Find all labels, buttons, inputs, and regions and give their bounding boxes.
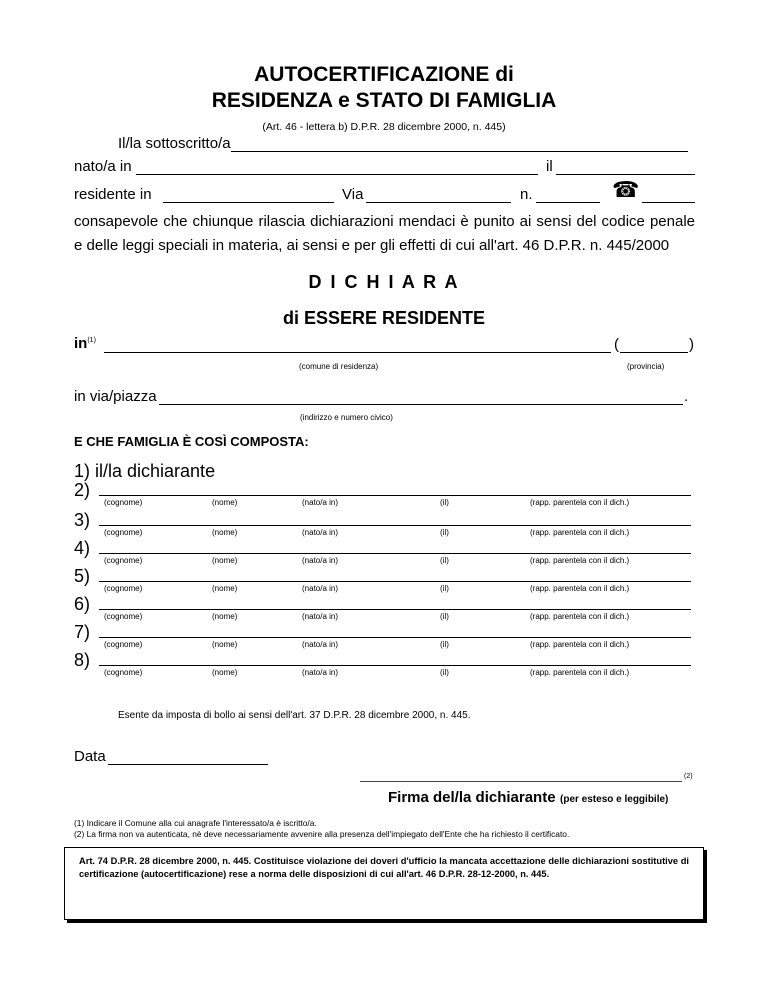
family-caption: (cognome) [104, 612, 143, 621]
family-caption: (il) [440, 556, 449, 565]
provincia-caption: (provincia) [627, 362, 665, 371]
nato-label: nato/a in [74, 158, 132, 175]
footnote-ref-1: (1) [87, 337, 96, 344]
family-caption: (rapp. parentela con il dich.) [530, 584, 630, 593]
family-caption: (il) [440, 668, 449, 677]
family-caption: (rapp. parentela con il dich.) [530, 498, 630, 507]
family-row-number: 3) [74, 510, 91, 530]
family-member-field[interactable] [99, 495, 691, 496]
title-line-1: AUTOCERTIFICAZIONE di [254, 63, 514, 86]
family-row-number: 6) [74, 594, 91, 614]
numero-field[interactable] [536, 202, 600, 203]
family-caption: (rapp. parentela con il dich.) [530, 556, 630, 565]
telefono-field[interactable] [642, 202, 695, 203]
via-field[interactable] [366, 202, 511, 203]
sottoscritto-label: Il/la sottoscritto/a [118, 135, 231, 152]
provincia-field[interactable] [620, 352, 688, 353]
family-row-number: 2) [74, 480, 91, 500]
via-label: Via [342, 186, 364, 203]
family-caption: (nome) [212, 528, 238, 537]
esente-text: Esente da imposta di bollo ai sensi dell'art. 37 D.P.R. 28 dicembre 2000, n. 445. [118, 710, 471, 721]
legal-reference: (Art. 46 - lettera b) D.P.R. 28 dicembre 2000, n. 445) [262, 121, 506, 133]
provincia-open: ( [614, 336, 619, 353]
family-caption: (cognome) [104, 640, 143, 649]
family-caption: (nato/a in) [302, 640, 339, 649]
family-member-field[interactable] [99, 581, 691, 582]
family-caption: (il) [440, 584, 449, 593]
family-caption: (nome) [212, 498, 238, 507]
title-line-2: RESIDENZA e STATO DI FAMIGLIA [211, 89, 557, 112]
family-caption: (nome) [212, 556, 238, 565]
provincia-close: ) [689, 336, 694, 353]
family-caption: (cognome) [104, 584, 143, 593]
comune-field[interactable] [104, 352, 611, 353]
family-caption: (nato/a in) [302, 528, 339, 537]
in-label: $in^{(1)}$ [74, 335, 96, 352]
family-member-field[interactable] [99, 665, 691, 666]
family-caption: (nato/a in) [302, 584, 339, 593]
indirizzo-caption: (indirizzo e numero civico) [300, 413, 393, 422]
family-row-number: 4) [74, 538, 91, 558]
family-caption: (nato/a in) [302, 668, 339, 677]
data-nascita-field[interactable] [556, 174, 695, 175]
footnote-2: (2) La firma non va autenticata, nè deve necessariamente avvenire alla presenza dell'impiegato dell'Ente che ha richiesto il certificato. [74, 829, 570, 839]
family-caption: (nato/a in) [302, 498, 339, 507]
footnote-1: (1) Indicare il Comune alla cui anagrafe l'interessato/a è iscritto/a. [74, 818, 317, 828]
family-row-number: 8) [74, 650, 91, 670]
family-caption: (cognome) [104, 498, 143, 507]
family-caption: (nome) [212, 640, 238, 649]
family-caption: (rapp. parentela con il dich.) [530, 528, 630, 537]
firma-sub: (per esteso e leggibile) [560, 794, 669, 805]
family-caption: (nome) [212, 584, 238, 593]
family-member-field[interactable] [99, 637, 691, 638]
family-row-1: 1) il/la dichiarante [74, 461, 216, 481]
family-member-field[interactable] [99, 525, 691, 526]
family-caption: (nato/a in) [302, 556, 339, 565]
data-field[interactable] [108, 764, 268, 765]
family-member-field[interactable] [99, 553, 691, 554]
consapevole-text: consapevole che chiunque rilascia dichiarazioni mendaci è punito ai sensi del codice penale e delle leggi speciali in materia, ai sensi e per gli effetti di cui all'art. 46 D.P.R. n. 445/2000 [74, 213, 695, 254]
indirizzo-field[interactable] [159, 404, 683, 405]
il-label: il [546, 158, 553, 175]
family-caption: (rapp. parentela con il dich.) [530, 668, 630, 677]
family-caption: (nome) [212, 612, 238, 621]
indirizzo-end: . [684, 388, 689, 405]
family-member-field[interactable] [99, 609, 691, 610]
telephone-icon: ☎ [612, 177, 640, 202]
family-caption: (cognome) [104, 556, 143, 565]
numero-label: n. [520, 186, 533, 203]
famiglia-heading: E CHE FAMIGLIA È COSÌ COMPOSTA: [74, 434, 309, 449]
data-label: Data [74, 748, 106, 765]
residente-field[interactable] [163, 202, 334, 203]
residente-label: residente in [74, 186, 152, 203]
family-caption: (rapp. parentela con il dich.) [530, 640, 630, 649]
art74-text: Art. 74 D.P.R. 28 dicembre 2000, n. 445. Costituisce violazione dei doveri d'ufficio la mancata accettazione delle dichiarazioni sostitutive di certificazione (autocertificazione) rese a norma delle disposizioni di cui all'art. 46 D.P.R. 28-12-2000, n. 445. [79, 856, 689, 879]
art74-box [64, 847, 704, 920]
family-caption: (nome) [212, 668, 238, 677]
family-row-number: 5) [74, 566, 91, 586]
firma-field[interactable] [360, 781, 682, 782]
firma-label: Firma del/la dichiarante (per esteso e leggibile) [388, 789, 669, 806]
family-caption: (il) [440, 498, 449, 507]
comune-caption: (comune di residenza) [299, 362, 379, 371]
via-piazza-label: in via/piazza [74, 388, 157, 405]
residente-heading: di ESSERE RESIDENTE [282, 308, 486, 328]
footnote-ref-2: (2) [684, 773, 693, 780]
family-row-number: 7) [74, 622, 91, 642]
family-caption: (cognome) [104, 668, 143, 677]
family-caption: (il) [440, 528, 449, 537]
sottoscritto-field[interactable] [231, 151, 688, 152]
luogo-nascita-field[interactable] [136, 174, 538, 175]
family-caption: (il) [440, 640, 449, 649]
dichiara-heading: D I C H I A R A [308, 272, 460, 292]
family-caption: (il) [440, 612, 449, 621]
family-caption: (rapp. parentela con il dich.) [530, 612, 630, 621]
family-caption: (nato/a in) [302, 612, 339, 621]
family-caption: (cognome) [104, 528, 143, 537]
